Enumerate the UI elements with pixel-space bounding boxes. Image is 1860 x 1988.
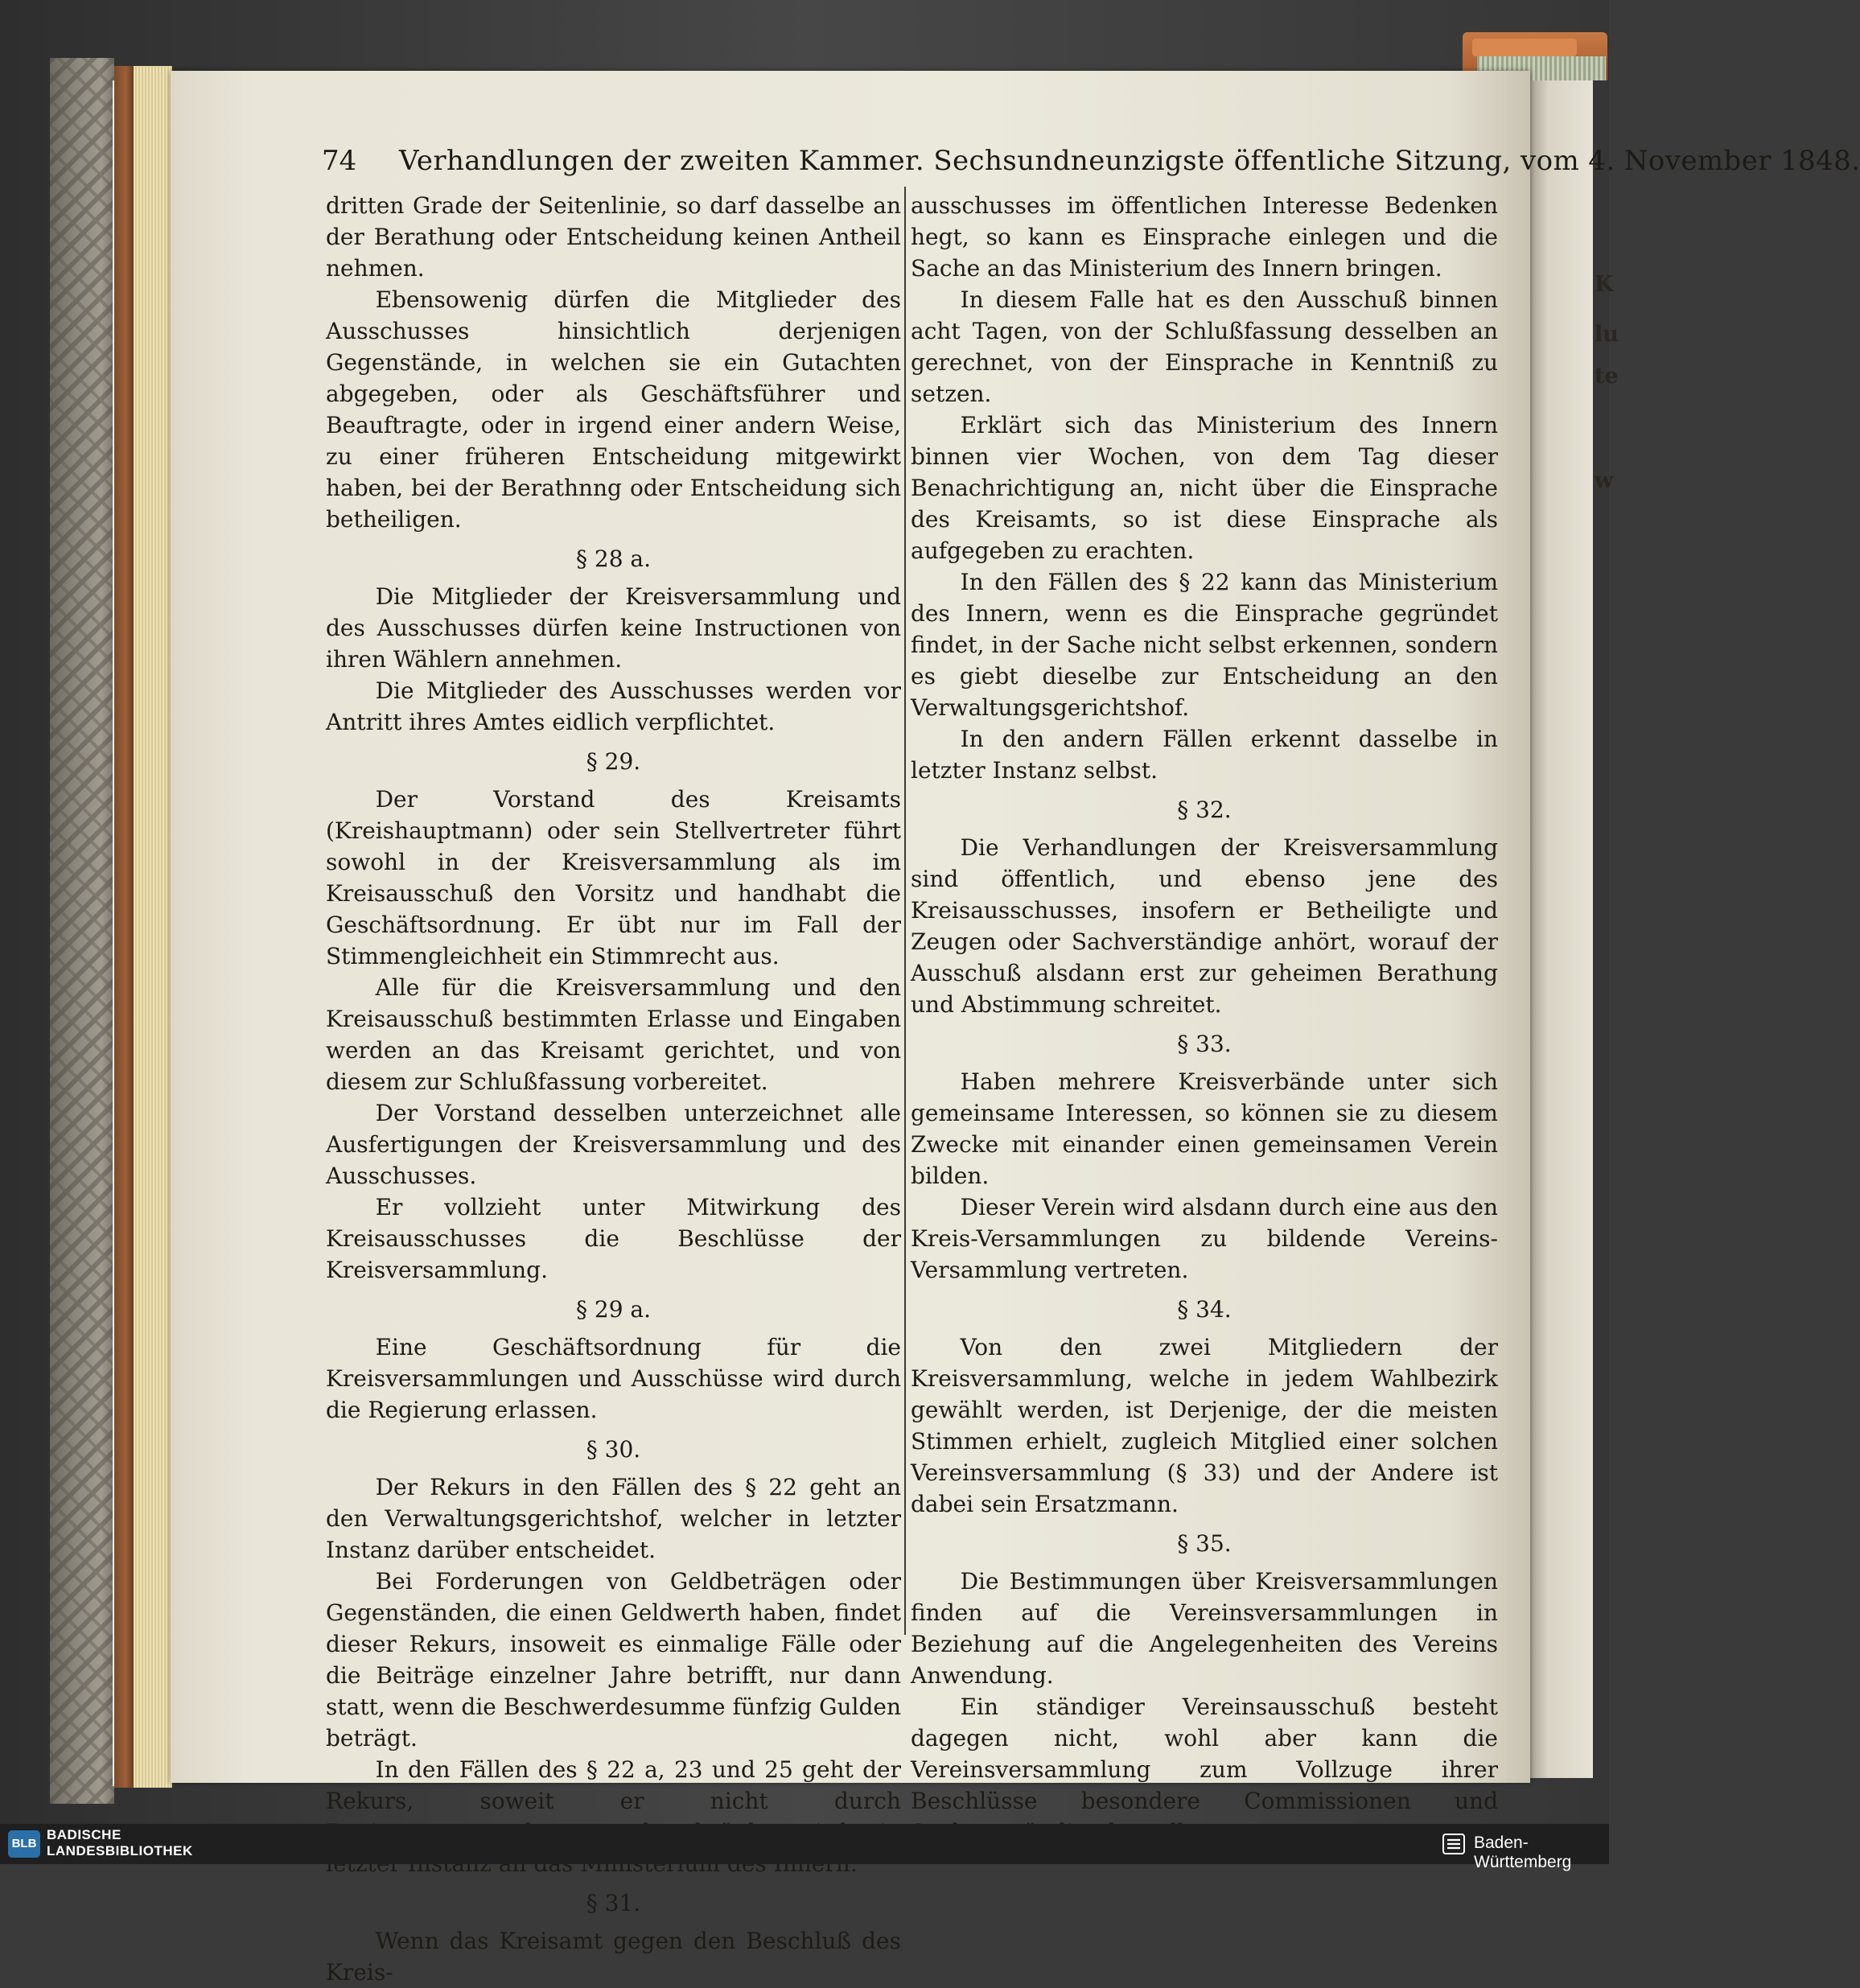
paragraph: Der Vorstand des Kreisamts (Kreishauptmann) oder sein Stellvertreter führt sowohl in der Kreisversammlung als im Kreisausschuß den Vorsitz und handhabt die Geschäftsordnung. Er übt nur im Fall der Stimmengleichheit ein Stimmrecht aus. [326, 786, 901, 969]
partner-label[interactable]: Baden-Württemberg [1474, 1834, 1572, 1871]
paragraph: Die Mitglieder des Ausschusses werden vor Antritt ihres Amtes eidlich verpflichtet. [326, 677, 901, 735]
section-heading: § 28 a. [575, 545, 652, 572]
next-page-edge [1529, 80, 1619, 1778]
paragraph: Ebensowenig dürfen die Mitglieder des Ausschusses hinsichtlich derjenigen Gegenstände, in welchen sie ein Gutachten abgegeben, oder als Geschäftsführer und Beauftragte, oder in irgend einer andern Weise, zu einer früheren Entscheidung mitgewirkt haben, bei der Berathnng oder Entscheidung sich betheiligen. [326, 286, 901, 533]
section-heading: § 31. [586, 1890, 641, 1916]
section-heading: § 29 a. [575, 1296, 652, 1323]
blb-logo[interactable]: BLB [8, 1830, 40, 1858]
section-heading: § 33. [1177, 1031, 1232, 1057]
paragraph: Wenn das Kreisamt gegen den Beschluß des Kreis- [326, 1928, 901, 1986]
paragraph: Ein ständiger Vereinsausschuß besteht dagegen nicht, wohl aber kann die Vereinsversammlung zum Vollzuge ihrer Beschlüsse besondere Commissionen und [911, 1694, 1498, 1814]
edge-fragment: K [1595, 272, 1614, 297]
library-name-line1: BADISCHE [47, 1827, 121, 1842]
paragraph: Haben mehrere Kreisverbände unter sich gemeinsame Interessen, so können sie zu diesem Zwecke mit einander einen gemeinsamen Verein bilden. [911, 1068, 1498, 1189]
marbled-board-texture [50, 58, 114, 1804]
footer-bar [0, 1824, 1609, 1871]
paragraph: Die Mitglieder der Kreisversammlung und des Ausschusses dürfen keine Instructionen von ihren Wählern annehmen. [326, 583, 901, 673]
paragraph: In den Fällen des § 22 kann das Ministerium des Innern, wenn es die Einsprache gegründet findet, in der Sache nicht selbst erkennen, sondern es giebt dieselbe zur Entscheidung an den Verwaltungsgerichtshof. [911, 569, 1498, 721]
paragraph: Er vollzieht unter Mitwirkung des Kreisausschusses die Beschlüsse der Kreisversammlung. [326, 1194, 901, 1283]
paragraph: Von den zwei Mitgliedern der Kreisversammlung, welche in jedem Wahlbezirk gewählt werden, ist Derjenige, der die meisten Stimmen erhielt, zugleich Mitglied einer solchen Vereinsversammlung (§ 33) und der Andere ist dabei sein Ersatzmann. [911, 1334, 1498, 1517]
edge-fragment: w [1595, 468, 1614, 493]
section-heading: § 35. [1177, 1530, 1232, 1557]
paragraph: Erklärt sich das Ministerium des Innern binnen vier Wochen, von dem Tag dieser Benachrichtigung an, nicht über die Einsprache des Kreisamts, so ist diese Einsprache als aufgegeben zu erachten. [911, 412, 1498, 564]
paragraph: Der Vorstand desselben unterzeichnet alle Ausfertigungen der Kreisversammlung und des Ausschusses. [326, 1100, 901, 1189]
paragraph: In den andern Fällen erkennt dasselbe in letzter Instanz selbst. [911, 726, 1498, 784]
left-column [326, 190, 901, 1988]
paragraph: Der Rekurs in den Fällen des § 22 geht an den Verwaltungsgerichtshof, welcher in letzter Instanz darüber entscheidet. [326, 1474, 901, 1563]
paragraph: Die Bestimmungen über Kreisversammlungen finden auf die Vereinsversammlungen in Beziehung auf die Angelegenheiten des Vereins Anwendung. [911, 1568, 1498, 1689]
paragraph: dritten Grade der Seitenlinie, so darf dasselbe an der Berathung oder Entscheidung keinen Antheil nehmen. [326, 192, 901, 282]
right-column [911, 190, 1498, 1848]
paragraph: Bei Forderungen von Geldbeträgen oder Gegenständen, die einen Geldwerth haben, findet dieser Rekurs, insoweit es einmalige Fälle oder die Beiträge einzelner Jahre betrifft, nur dann statt, wenn die Beschwerdesumme fünfzig Gulden beträgt. [326, 1568, 901, 1751]
edge-fragment: te [1595, 364, 1619, 389]
leather-spine-edge [114, 66, 134, 1788]
library-name-line2: LANDESBIBLIOTHEK [47, 1843, 193, 1858]
edge-fragment: lu [1595, 322, 1619, 347]
column-rule [904, 187, 906, 1635]
paragraph: Dieser Verein wird alsdann durch eine aus den Kreis-Versammlungen zu bildende Vereins-Versammlung vertreten. [911, 1194, 1498, 1283]
page-edges-left [134, 66, 172, 1788]
paragraph: In den Fällen des § 22 a, 23 und 25 geht der Rekurs, soweit er nicht durch [326, 1756, 901, 1814]
running-header [322, 145, 1860, 185]
page-number: 74 [322, 145, 357, 177]
section-heading: § 29. [586, 748, 641, 775]
paragraph: ausschusses im öffentlichen Interesse Bedenken hegt, so kann es Einsprache einlegen und die Sache an das Ministerium des Innern bringen. [911, 192, 1498, 282]
section-heading: § 32. [1177, 796, 1232, 823]
header-title: Verhandlungen der zweiten Kammer. Sechsundneunzigste öffentliche Sitzung, vom 4. November 1848. [399, 145, 1860, 177]
paragraph: Die Verhandlungen der Kreisversammlung sind öffentlich, und ebenso jene des Kreisausschusses, insofern er Betheiligte und Zeugen oder Sachverständige anhört, worauf der Ausschuß alsdann erst zur geheimen Berathung und Abstimmung schreitet. [911, 834, 1498, 1018]
paragraph: Alle für die Kreisversammlung und den Kreisausschuß bestimmten Erlasse und Eingaben werden an das Kreisamt gerichtet, und von diesem zur Schlußfassung vorbereitet. [326, 974, 901, 1095]
section-heading: § 34. [1177, 1296, 1232, 1323]
bookmark-tab [1472, 39, 1577, 56]
section-heading: § 30. [586, 1436, 641, 1463]
paragraph: In diesem Falle hat es den Ausschuß binnen acht Tagen, von der Schlußfassung desselben an gerechnet, von der Einsprache in Kenntniß zu setzen. [911, 286, 1498, 407]
bw-lions-icon [1442, 1832, 1466, 1856]
paragraph: Eine Geschäftsordnung für die Kreisversammlungen und Ausschüsse wird durch die Regierung erlassen. [326, 1334, 901, 1423]
